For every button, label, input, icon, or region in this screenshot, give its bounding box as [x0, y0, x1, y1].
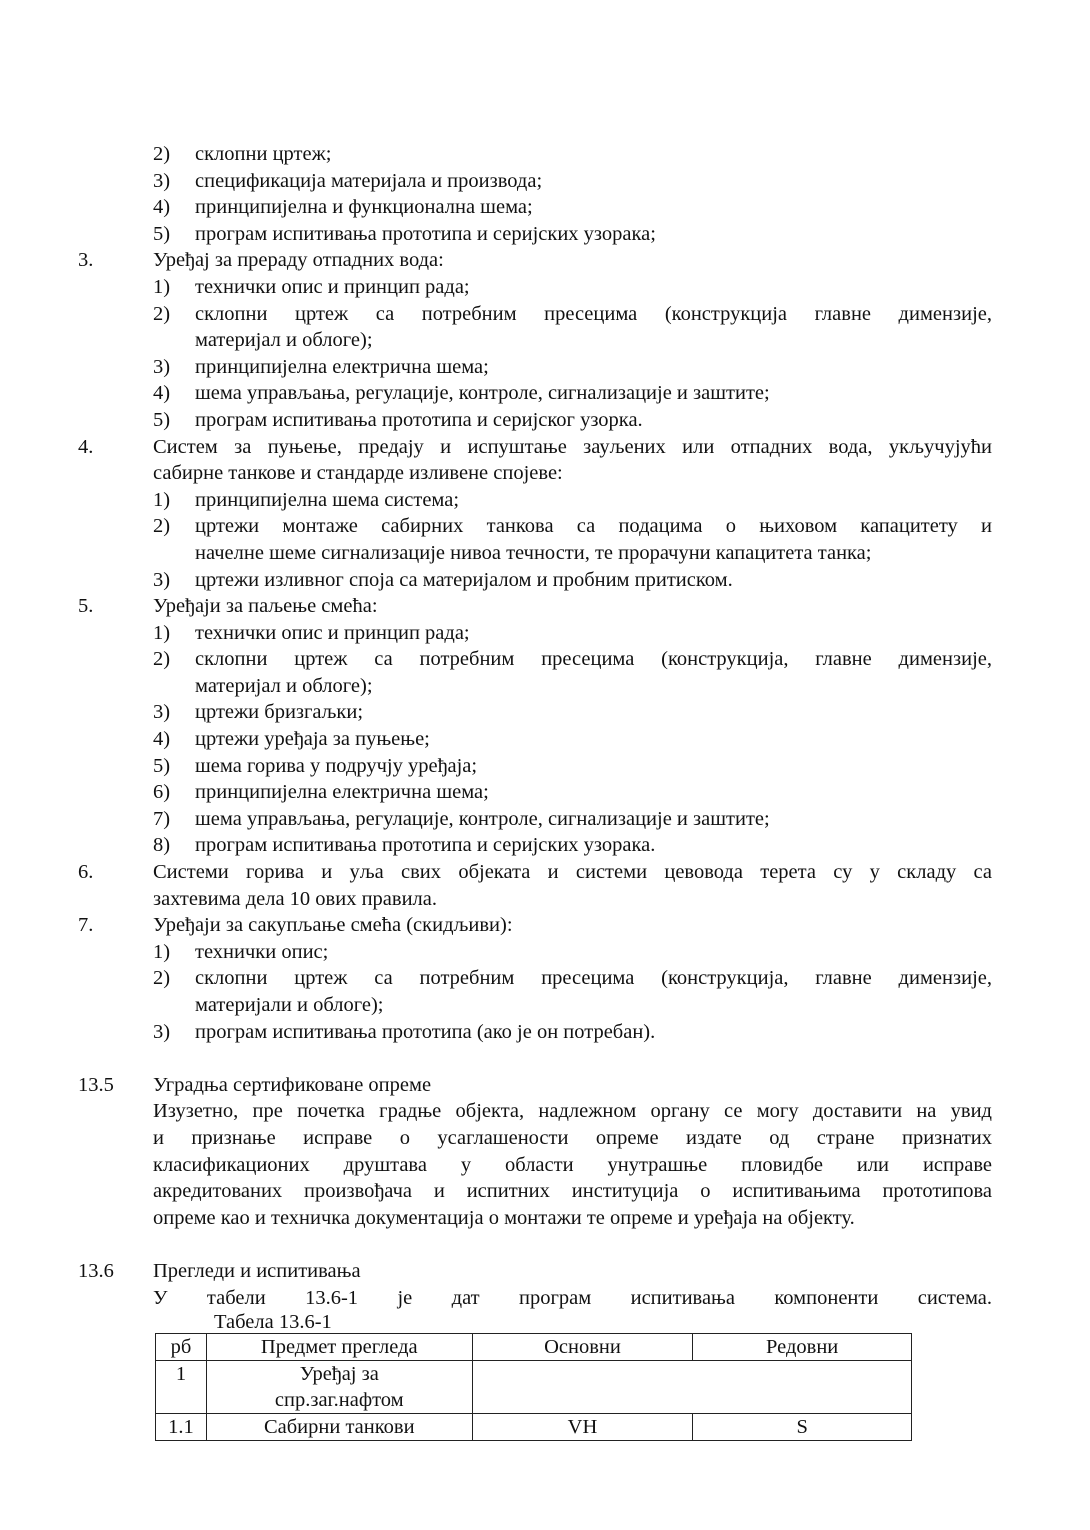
- section-13-6: [0, 1258, 1090, 1443]
- section-13-5: [0, 1072, 1090, 1232]
- subitem-number: 2): [153, 302, 171, 325]
- subitem-number: 2): [153, 648, 171, 671]
- subitem-number: 8): [153, 834, 171, 857]
- subitem-text: цртежи изливног споја са материјалом и пробним притиском.: [195, 568, 733, 591]
- subitem-number: 5): [153, 754, 171, 777]
- item-number: 3.: [78, 249, 94, 272]
- list-item-5: [0, 593, 1090, 859]
- inspection-table: [155, 1333, 912, 1441]
- subitem-number: 1): [153, 940, 171, 963]
- subitem-text: технички опис и принцип рада;: [195, 275, 470, 298]
- subject-cell: Сабирни танкови: [206, 1414, 472, 1441]
- paragraph-line: акредитованих произвођача и испитних институција о испитивањима прототипова: [153, 1180, 992, 1203]
- regular-cell: S: [693, 1414, 912, 1441]
- subitem-text: материјали и облоге);: [195, 994, 384, 1016]
- subitem-number: 3): [153, 1020, 171, 1043]
- item-text: Систем за пуњење, предају и испуштање зауљених или отпадних вода, укључујући: [153, 435, 992, 458]
- paragraph-line: опреме као и техничка документација о монтажи те опреме и уређаја на објекту.: [153, 1206, 855, 1229]
- paragraph-line: У табели 13.6-1 је дат програм испитивања компоненти система.: [153, 1286, 992, 1309]
- item-text: захтевима дела 10 ових правила.: [153, 887, 438, 910]
- list-item-4: [0, 434, 1090, 594]
- section-title: Прегледи и испитивања: [153, 1259, 361, 1282]
- subitem-text: шема управљања, регулације, контроле, сигнализације и заштите;: [195, 807, 770, 830]
- rb-cell: 1.1: [156, 1414, 207, 1441]
- paragraph-line: Изузетно, пре почетка градње објекта, надлежном органу се могу доставити на увид: [153, 1100, 992, 1123]
- list-item-6: [0, 859, 1090, 912]
- subitem-text: шема горива у подручју уређаја;: [195, 754, 478, 777]
- subitem-text: цртежи бризгаљки;: [195, 701, 364, 724]
- subitem-number: 4): [153, 196, 171, 219]
- subitem-text: цртежи монтаже сабирних танкова са подацима о њиховом капацитету и: [195, 515, 992, 538]
- list-item: [0, 141, 1090, 168]
- subitem-number: 1): [153, 488, 171, 511]
- subitem-text: шема управљања, регулације, контроле, сигнализације и заштите;: [195, 382, 770, 405]
- item-text: Системи горива и уља свих објеката и системи цевовода терета су у складу са: [153, 861, 992, 884]
- header-cell: Предмет прегледа: [206, 1334, 472, 1361]
- table-row: [156, 1361, 912, 1414]
- subitem-text: цртежи уређаја за пуњење;: [195, 728, 430, 751]
- document-page: [0, 141, 1090, 1443]
- subitem-number: 6): [153, 781, 171, 804]
- subitem-text: принципијелна шема система;: [195, 488, 460, 511]
- subject-line: Уређај за: [299, 1363, 379, 1386]
- continued-sublist: [0, 141, 1090, 247]
- item-text: Уређаји за паљење смећа:: [153, 595, 378, 618]
- subitem-number: 3): [153, 169, 171, 192]
- header-cell: Редовни: [693, 1334, 912, 1361]
- basic-cell: VH: [472, 1414, 693, 1441]
- list-item-7: [0, 912, 1090, 1045]
- list-item: [0, 194, 1090, 221]
- subitem-text: принципијелна електрична шема;: [195, 355, 489, 378]
- paragraph-line: класификационих друштава у области унутрашње пловидбе или исправе: [153, 1153, 992, 1176]
- subitem-text: принципијелна електрична шема;: [195, 781, 489, 804]
- subitem-number: 2): [153, 143, 171, 165]
- subitem-text: принципијелна и функционална шема;: [195, 196, 533, 219]
- subitem-text: начелне шеме сигнализације нивоа течности, те прорачуни капацитета танка;: [195, 541, 872, 564]
- subitem-number: 1): [153, 275, 171, 298]
- item-number: 5.: [78, 595, 94, 618]
- subitem-text: програм испитивања прототипа и серијских узорака;: [195, 222, 656, 245]
- subitem-number: 1): [153, 621, 171, 644]
- list-item-3: [0, 247, 1090, 433]
- item-text: сабирне танкове и стандарде изливене спојеве:: [153, 462, 563, 485]
- table-header-row: [156, 1334, 912, 1361]
- item-text: Уређаји за сакупљање смећа (скидљиви):: [153, 914, 513, 937]
- subitem-text: материјал и облоге);: [195, 674, 373, 697]
- list-item: [0, 221, 1090, 248]
- subitem-number: 5): [153, 408, 171, 431]
- subitem-text: спецификација материјала и производа;: [195, 169, 543, 192]
- item-number: 7.: [78, 914, 94, 937]
- rb-cell: 1: [156, 1361, 207, 1414]
- table-caption: Табела 13.6-1: [214, 1311, 332, 1334]
- subitem-text: програм испитивања прототипа и серијских узорака.: [195, 834, 656, 857]
- list-item: [0, 168, 1090, 195]
- item-number: 6.: [78, 861, 94, 884]
- subitem-number: 4): [153, 382, 171, 405]
- header-cell: Основни: [472, 1334, 693, 1361]
- header-cell: рб: [156, 1334, 207, 1361]
- section-number: 13.6: [78, 1259, 114, 1282]
- paragraph-line: и признање исправе о усаглашености опреме издате од стране признатих: [153, 1126, 992, 1149]
- spacer: [0, 1231, 1090, 1258]
- item-number: 4.: [78, 435, 94, 458]
- subitem-number: 2): [153, 515, 171, 538]
- subitem-number: 3): [153, 701, 171, 724]
- subitem-text: склопни цртеж са потребним пресецима (конструкција, главне димензије,: [195, 648, 992, 671]
- section-number: 13.5: [78, 1073, 114, 1096]
- subitem-number: 4): [153, 728, 171, 751]
- spacer: [0, 1045, 1090, 1072]
- subject-line: спр.заг.нафтом: [274, 1389, 404, 1412]
- subitem-text: програм испитивања прототипа (ако је он потребан).: [195, 1020, 656, 1043]
- subitem-number: 5): [153, 222, 171, 245]
- subitem-text: технички опис и принцип рада;: [195, 621, 470, 644]
- subitem-number: 3): [153, 355, 171, 378]
- subitem-text: склопни цртеж са потребним пресецима (конструкција, главне димензије,: [195, 967, 992, 990]
- subitem-text: склопни цртеж са потребним пресецима (конструкција главне димензије,: [195, 302, 992, 325]
- subitem-text: технички опис;: [195, 940, 329, 963]
- subitem-text: склопни цртеж;: [195, 143, 332, 165]
- subitem-number: 3): [153, 568, 171, 591]
- merged-empty-cell: [472, 1361, 911, 1414]
- subitem-text: материјал и облоге);: [195, 329, 373, 352]
- table-row: [156, 1414, 912, 1441]
- subject-cell: [206, 1361, 472, 1414]
- subitem-number: 2): [153, 967, 171, 990]
- item-text: Уређај за прераду отпадних вода:: [153, 249, 444, 272]
- section-title: Уградња сертификоване опреме: [153, 1073, 432, 1096]
- subitem-text: програм испитивања прототипа и серијског узорка.: [195, 408, 643, 431]
- subitem-number: 7): [153, 807, 171, 830]
